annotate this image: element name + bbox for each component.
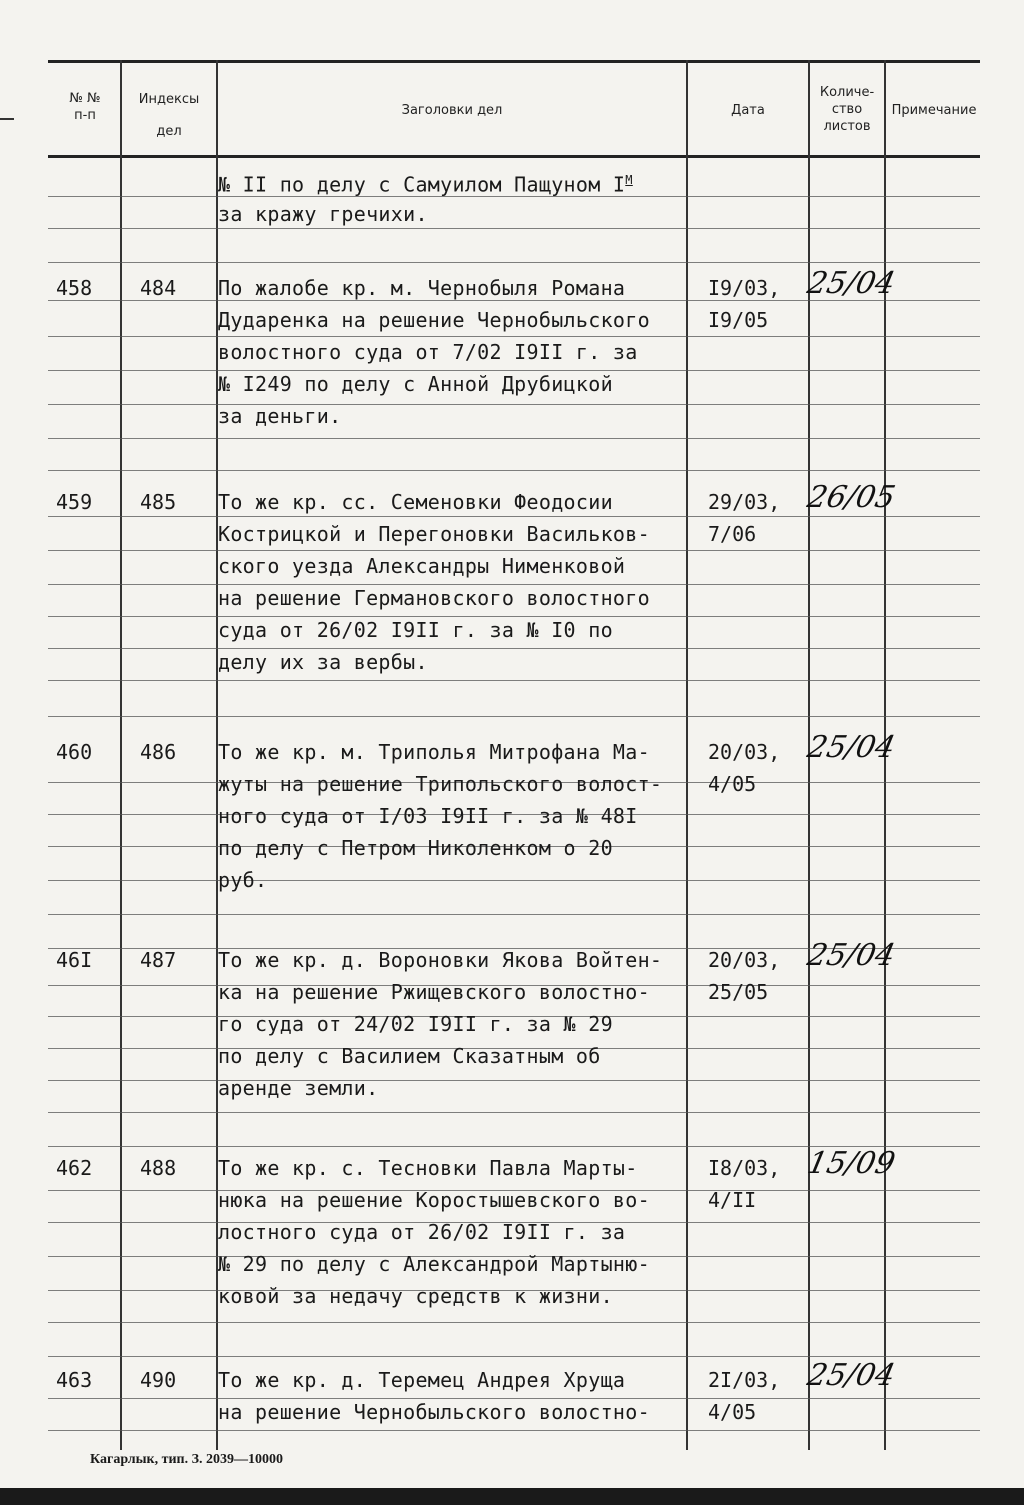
rule-line bbox=[48, 404, 980, 405]
entry-index: 487 bbox=[140, 948, 177, 972]
margin-mark bbox=[0, 118, 14, 120]
header-sheets: Количе- ство листов bbox=[819, 85, 875, 134]
entry-date: 4/05 bbox=[708, 1400, 757, 1424]
entry-title-line: на решение Чернобыльского волостно- bbox=[218, 1400, 650, 1424]
entry-number: 462 bbox=[56, 1156, 93, 1180]
entry-title-line: на решение Германовского волостного bbox=[218, 586, 650, 610]
entry-title-line: суда от 26/02 I9II г. за № I0 по bbox=[218, 618, 613, 642]
header-note: Примечание bbox=[891, 103, 977, 118]
entry-title-line: № I249 по делу с Анной Друбицкой bbox=[218, 372, 613, 396]
entry-title-line: лостного суда от 26/02 I9II г. за bbox=[218, 1220, 626, 1244]
continuation-line: № II по делу с Самуилом Пащуном $I^М$ bbox=[218, 172, 633, 197]
continuation-line: за кражу гречихи. bbox=[218, 202, 428, 226]
column-divider bbox=[686, 60, 688, 1450]
header-date: Дата bbox=[731, 103, 765, 118]
entry-sheet-count: 25/04 bbox=[804, 938, 899, 973]
entry-index: 484 bbox=[140, 276, 177, 300]
table-header-border bbox=[48, 155, 980, 158]
entry-date: 4/II bbox=[708, 1188, 757, 1212]
entry-number: 463 bbox=[56, 1368, 93, 1392]
rule-line bbox=[48, 438, 980, 439]
rule-line bbox=[48, 470, 980, 471]
entry-title-line: по делу с Василием Сказатным об bbox=[218, 1044, 601, 1068]
table-top-border bbox=[48, 60, 980, 63]
entry-title-line: По жалобе кр. м. Чернобыля Романа bbox=[218, 276, 626, 300]
entry-number: 458 bbox=[56, 276, 93, 300]
entry-date: 20/03, bbox=[708, 948, 781, 972]
header-index: Индексы дел bbox=[138, 92, 200, 139]
entry-date: I9/03, bbox=[708, 276, 781, 300]
scan-edge bbox=[0, 1488, 1024, 1505]
rule-line bbox=[48, 1080, 980, 1081]
entry-number: 459 bbox=[56, 490, 93, 514]
entry-sheet-count: 15/09 bbox=[804, 1146, 899, 1181]
entry-title-line: № 29 по делу с Александрой Мартыню- bbox=[218, 1252, 650, 1276]
entry-title-line: То же кр. с. Тесновки Павла Марты- bbox=[218, 1156, 638, 1180]
entry-date: 4/05 bbox=[708, 772, 757, 796]
rule-line bbox=[48, 1430, 980, 1431]
rule-line bbox=[48, 914, 980, 915]
rule-line bbox=[48, 228, 980, 229]
header-title: Заголовки дел bbox=[401, 103, 503, 118]
entry-date: 2I/03, bbox=[708, 1368, 781, 1392]
rule-line bbox=[48, 680, 980, 681]
entry-title-line: ка на решение Ржищевского волостно- bbox=[218, 980, 650, 1004]
entry-title-line: волостного суда от 7/02 I9II г. за bbox=[218, 340, 638, 364]
entry-title-line: То же кр. д. Вороновки Якова Войтен- bbox=[218, 948, 663, 972]
entry-title-line: То же кр. м. Триполья Митрофана Ма- bbox=[218, 740, 650, 764]
header-number: № № п-п bbox=[69, 91, 101, 123]
entry-index: 486 bbox=[140, 740, 177, 764]
rule-line bbox=[48, 1112, 980, 1113]
entry-number: 46I bbox=[56, 948, 93, 972]
entry-date: 7/06 bbox=[708, 522, 757, 546]
entry-title-line: жуты на решение Трипольского волост- bbox=[218, 772, 663, 796]
entry-index: 485 bbox=[140, 490, 177, 514]
entry-date: 20/03, bbox=[708, 740, 781, 764]
entry-title-line: Кострицкой и Перегоновки Васильков- bbox=[218, 522, 650, 546]
entry-title-line: То же кр. сс. Семеновки Феодосии bbox=[218, 490, 613, 514]
entry-title-line: руб. bbox=[218, 868, 268, 892]
printer-imprint: Кагарлык, тип. З. 2039—10000 bbox=[90, 1452, 284, 1467]
rule-line bbox=[48, 648, 980, 649]
entry-title-line: делу их за вербы. bbox=[218, 650, 428, 674]
rule-line bbox=[48, 262, 980, 263]
entry-index: 490 bbox=[140, 1368, 177, 1392]
entry-title-line: ского уезда Александры Нименковой bbox=[218, 554, 626, 578]
entry-title-line: по делу с Петром Николенком о 20 bbox=[218, 836, 613, 860]
entry-title-line: аренде земли. bbox=[218, 1076, 379, 1100]
entry-title-line: Дударенка на решение Чернобыльского bbox=[218, 308, 650, 332]
entry-sheet-count: 25/04 bbox=[804, 266, 899, 301]
rule-line bbox=[48, 880, 980, 881]
column-divider bbox=[120, 60, 122, 1450]
entry-date: 29/03, bbox=[708, 490, 781, 514]
rule-line bbox=[48, 1356, 980, 1357]
entry-title-line: То же кр. д. Теремец Андрея Хруща bbox=[218, 1368, 626, 1392]
entry-date: I8/03, bbox=[708, 1156, 781, 1180]
entry-sheet-count: 26/05 bbox=[804, 480, 899, 515]
entry-title-line: нюка на решение Коростышевского во- bbox=[218, 1188, 650, 1212]
entry-title-line: ного суда от I/03 I9II г. за № 48I bbox=[218, 804, 638, 828]
rule-line bbox=[48, 716, 980, 717]
entry-title-line: ковой за недачу средств к жизни. bbox=[218, 1284, 613, 1308]
entry-title-line: за деньги. bbox=[218, 404, 342, 428]
entry-sheet-count: 25/04 bbox=[804, 730, 899, 765]
entry-date: 25/05 bbox=[708, 980, 769, 1004]
entry-title-line: го суда от 24/02 I9II г. за № 29 bbox=[218, 1012, 613, 1036]
rule-line bbox=[48, 1322, 980, 1323]
entry-date: I9/05 bbox=[708, 308, 769, 332]
entry-sheet-count: 25/04 bbox=[804, 1358, 899, 1393]
entry-number: 460 bbox=[56, 740, 93, 764]
entry-index: 488 bbox=[140, 1156, 177, 1180]
